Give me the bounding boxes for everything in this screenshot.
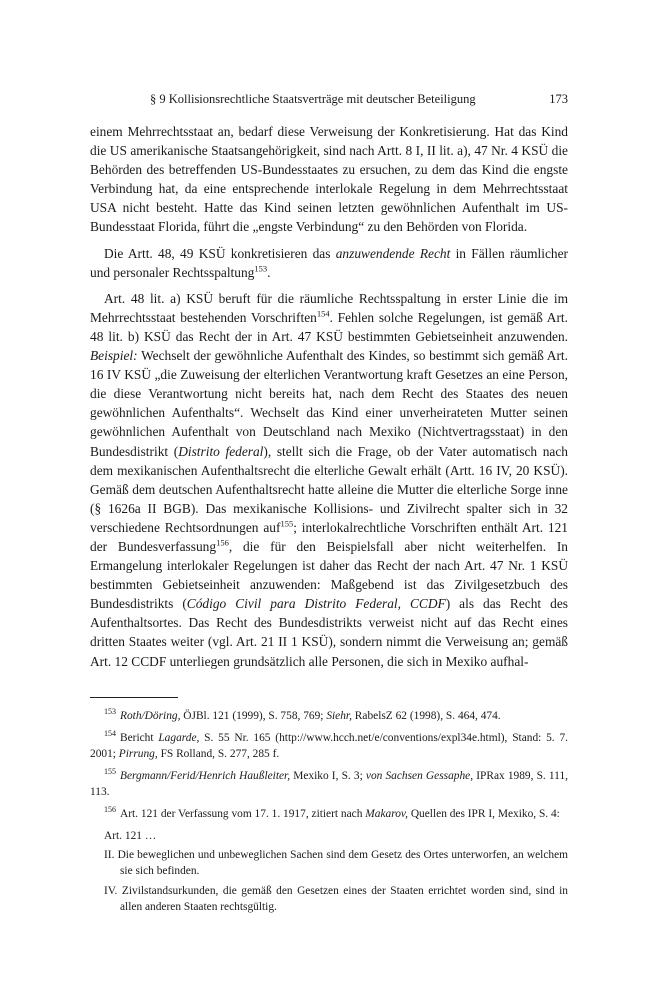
- footnote-153: [90, 708, 568, 724]
- footnote-number: 154: [104, 728, 116, 738]
- body-text: [90, 122, 568, 671]
- footnote-ref-154[interactable]: 154: [316, 308, 330, 319]
- footnote-156: [90, 806, 568, 822]
- text-run: S. 55 Nr. 165 (http://www.hcch.net/e/conventions/expl34e.html), Stand: 5. 7. 2001;: [90, 731, 568, 760]
- text-run: ), stellt sich die Frage, ob der Vater automatisch nach dem mexikanischen Aufenthaltsrecht die elterliche Gewalt erhält (Artt. 16 IV, 20 KSÜ). Gemäß dem deutschen Aufenthaltsrecht hatte alleine die Mutter die elterliche Sorge inne (§ 1626a II BGB). Das mexikanische Kollisions- und Zivilrecht spalter sich in 32 verschiedene Rechtsordnungen auf: [90, 443, 569, 535]
- text-run: Bericht: [120, 731, 159, 744]
- text-run: , die für den Beispielsfall aber nicht weiterhelfen. In Ermangelung interlokaler Regelungen ist daher das Recht der nach Art. 47 Nr. 1 KSÜ bestimmten Gebietseinheit anzuwenden: Maßgebend ist das Zivilgesetzbuch des Bundesdistrikts (: [90, 538, 568, 612]
- emphasis: Roth/Döring,: [120, 709, 181, 722]
- footnote-number: 156: [104, 804, 116, 814]
- header-title: § 9 Kollisionsrechtliche Staatsverträge mit deutscher Beteiligung: [150, 92, 476, 106]
- text-run: Die Artt. 48, 49 KSÜ konkretisieren das: [104, 245, 336, 261]
- footnote-ref-156[interactable]: 156: [216, 537, 229, 548]
- text-run: Art. 48 lit. a) KSÜ beruft für die räumliche Rechtsspaltung in erster Linie die im Mehrrechtsstaat bestehenden Vorschriften: [90, 290, 568, 325]
- emphasis: Código Civil para Distrito Federal, CCDF: [186, 596, 446, 612]
- text-run: Wechselt der gewöhnliche Aufenthalt des Kindes, so bestimmt sich gemäß Art. 16 IV KSÜ „die Zuweisung der elterlichen Verantwortung kraft Gesetzes an eine Person, die diese Verantwortung nicht bereits hat, nach dem Recht des Staates des neuen gewöhnlichen Aufenthalts“. Wechselt das Kind einer unverheirateten Mutter seinen gewöhnlichen Aufenthalt von Deutschland nach Mexiko (Nichtvertragsstaat) in den Bundesdistrikt (: [90, 348, 568, 459]
- emphasis: Distrito federal: [178, 443, 264, 459]
- paragraph-1: einem Mehrrechtsstaat an, bedarf diese Verweisung der Konkretisierung. Hat das Kind die US amerikanische Staatsangehörigkeit, sind nach Artt. 8 I, II lit. a), 47 Nr. 4 KSÜ die Behörden des betreffenden US-Bundesstaates zu ersuchen, zu dem das Kind die engste Verbindung hat, da eine entsprechende interlokale Regelung in dem Mehrrechtsstaat USA nicht besteht. Hatte das Kind seinen letzten gewöhnlichen Aufenthalt im US-Bundesstaat Florida, führt die „engste Verbindung“ zu den Behörden von Florida.: [90, 124, 568, 235]
- running-header: [90, 92, 568, 112]
- emphasis: Siehr,: [326, 709, 352, 722]
- text-run: Mexiko I, S. 3;: [290, 769, 366, 782]
- text-run: Quellen des IPR I, Mexiko, S. 4:: [407, 807, 560, 820]
- emphasis: Lagarde,: [158, 731, 200, 744]
- text-run: ÖJBl. 121 (1999), S. 758, 769;: [180, 709, 327, 722]
- footnote-155: [90, 768, 568, 800]
- text-run: .: [267, 264, 271, 280]
- quoted-item-2: II. Die beweglichen und unbeweglichen Sachen sind dem Gesetz des Ortes unterworfen, an welchem sie sich befinden.: [104, 848, 568, 877]
- quoted-article-heading: Art. 121 …: [104, 829, 157, 842]
- footnote-number: 153: [104, 706, 116, 716]
- emphasis: Makarov,: [365, 807, 408, 820]
- text-run: IPRax 1989, S. 111, 113.: [90, 769, 569, 798]
- text-run: ) als das Recht des Aufenthaltsortes. Das Recht des Bundesdistrikts verweist nicht auf das Recht eines dritten Staates weiter (vgl. Art. 21 II 1 KSÜ), sondern nimmt die Verweisung an; gemäß Art. 12 CCDF unterliegen grundsätzlich alle Personen, die sich in Mexiko aufhal-: [90, 596, 568, 669]
- text-run: Art. 121 der Verfassung vom 17. 1. 1917, zitiert nach: [120, 807, 366, 820]
- paragraph-3: [90, 289, 568, 671]
- footnote-154: [90, 730, 568, 762]
- footnote-divider: [90, 697, 178, 698]
- emphasis: anzuwendende Recht: [335, 245, 451, 261]
- text-run: RabelsZ 62 (1998), S. 464, 474.: [351, 709, 501, 722]
- emphasis: Bergmann/Ferid/Henrich Haußleiter,: [120, 769, 291, 782]
- text-run: . Fehlen solche Regelungen, ist gemäß Art. 48 lit. b) KSÜ das Recht der in Art. 47 KSÜ bestimmten Gebietseinheit anzuwenden.: [90, 309, 568, 344]
- footnote-ref-155[interactable]: 155: [280, 518, 294, 529]
- footnotes: [90, 708, 568, 915]
- footnote-number: 155: [104, 766, 116, 776]
- emphasis: Pirrung,: [118, 747, 158, 760]
- text-run: in Fällen räumlicher und personaler Rechtsspaltung: [90, 245, 569, 280]
- document-page: [90, 92, 568, 919]
- text-run: ; interlokalrechtliche Vorschriften enthält Art. 121 der Bundesverfassung: [90, 519, 568, 554]
- footnote-ref-153[interactable]: 153: [254, 263, 268, 274]
- text-run: FS Rolland, S. 277, 285 f.: [157, 747, 280, 760]
- paragraph-2: [90, 244, 568, 282]
- emphasis-beispiel: Beispiel:: [90, 348, 138, 364]
- quoted-item-4: IV. Zivilstandsurkunden, die gemäß den Gesetzen eines der Staaten errichtet worden sind, sind in allen anderen Staaten rechtsgültig.: [104, 884, 568, 913]
- emphasis: von Sachsen Gessaphe,: [365, 769, 474, 782]
- page-number: 173: [549, 92, 568, 106]
